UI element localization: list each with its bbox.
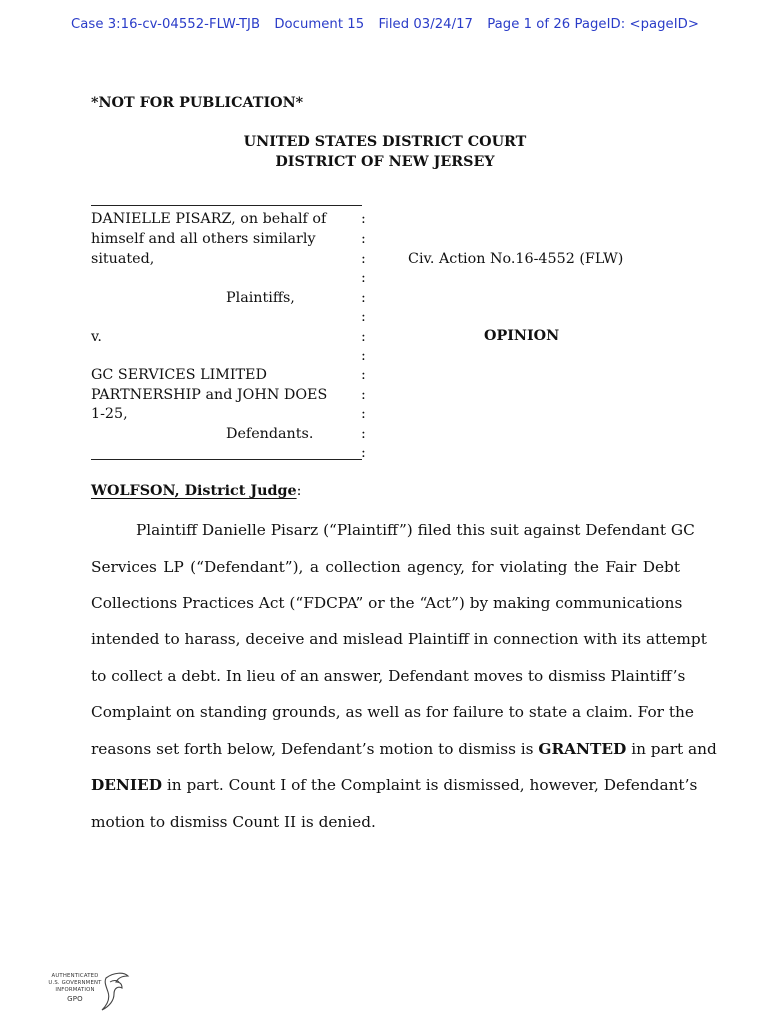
- plaintiff-line: situated,: [91, 251, 155, 267]
- caption-bottom-rule: [91, 459, 362, 460]
- judge-name: WOLFSON, District Judge: [91, 483, 297, 499]
- plaintiff-line: DANIELLE PISARZ, on behalf of: [91, 211, 327, 227]
- caption-colon: :: [361, 270, 366, 286]
- defendants-label: Defendants.: [226, 426, 314, 442]
- text-run: in part and: [626, 740, 717, 758]
- filing-header-stamp: [0, 17, 770, 32]
- caption-colon: :: [361, 231, 366, 247]
- paragraph-line: motion to dismiss Count II is denied.: [91, 813, 376, 831]
- seal-text: GPO: [67, 995, 83, 1003]
- paragraph-line: intended to harass, deceive and mislead Plaintiff in connection with its attempt: [91, 630, 707, 648]
- seal-text: INFORMATION: [55, 987, 95, 993]
- caption-colon: :: [361, 251, 366, 267]
- paragraph-line: Services LP (“Defendant”), a collection agency, for violating the Fair Debt: [91, 558, 680, 576]
- seal-text: AUTHENTICATED: [51, 973, 99, 979]
- seal-text: U.S. GOVERNMENT: [48, 980, 102, 986]
- caption-colon: :: [361, 367, 366, 383]
- judge-heading: [91, 483, 301, 499]
- defendant-line: 1-25,: [91, 406, 128, 422]
- case-number: Case 3:16-cv-04552-FLW-TJB: [71, 17, 261, 32]
- defendant-line: GC SERVICES LIMITED: [91, 367, 267, 383]
- caption-colon: :: [361, 387, 366, 403]
- document-number: Document 15: [274, 17, 365, 32]
- not-for-publication: *NOT FOR PUBLICATION*: [91, 95, 304, 111]
- caption-colon: :: [361, 329, 366, 345]
- versus: v.: [91, 329, 102, 345]
- granted-ruling: GRANTED: [538, 740, 627, 758]
- gpo-authentication-seal: [44, 970, 134, 1014]
- caption-colon: :: [361, 290, 366, 306]
- caption-colon: :: [361, 211, 366, 227]
- document-title: OPINION: [484, 328, 560, 344]
- paragraph-line: to collect a debt. In lieu of an answer, Defendant moves to dismiss Plaintiff’s: [91, 667, 686, 685]
- paragraph-line: Collections Practices Act (“FDCPA” or the “Act”) by making communications: [91, 594, 683, 612]
- paragraph-line: [91, 740, 717, 758]
- paragraph-line: Complaint on standing grounds, as well as for failure to state a claim. For the: [91, 703, 694, 721]
- text-run: in part. Count I of the Complaint is dismissed, however, Defendant’s: [162, 776, 698, 794]
- paragraph-line: Plaintiff Danielle Pisarz (“Plaintiff”) filed this suit against Defendant GC: [136, 521, 695, 539]
- caption-colon: :: [361, 406, 366, 422]
- page-info: Page 1 of 26 PageID: <pageID>: [487, 17, 699, 32]
- judge-suffix: :: [296, 483, 302, 499]
- defendant-line: PARTNERSHIP and JOHN DOES: [91, 387, 328, 403]
- filed-date: Filed 03/24/17: [378, 17, 473, 32]
- court-district: DISTRICT OF NEW JERSEY: [275, 154, 495, 170]
- caption-colon: :: [361, 309, 366, 325]
- caption-colon: :: [361, 445, 366, 461]
- plaintiff-line: himself and all others similarly: [91, 231, 316, 247]
- court-name: UNITED STATES DISTRICT COURT: [243, 134, 527, 150]
- denied-ruling: DENIED: [91, 776, 162, 794]
- caption-colon: :: [361, 426, 366, 442]
- eagle-icon: [100, 970, 130, 1014]
- paragraph-line: [91, 776, 698, 794]
- text-run: reasons set forth below, Defendant’s motion to dismiss is: [91, 740, 539, 758]
- caption-top-rule: [91, 205, 362, 206]
- caption-colon: :: [361, 348, 366, 364]
- plaintiffs-label: Plaintiffs,: [226, 290, 295, 306]
- civil-action-number: Civ. Action No.16-4552 (FLW): [408, 251, 624, 267]
